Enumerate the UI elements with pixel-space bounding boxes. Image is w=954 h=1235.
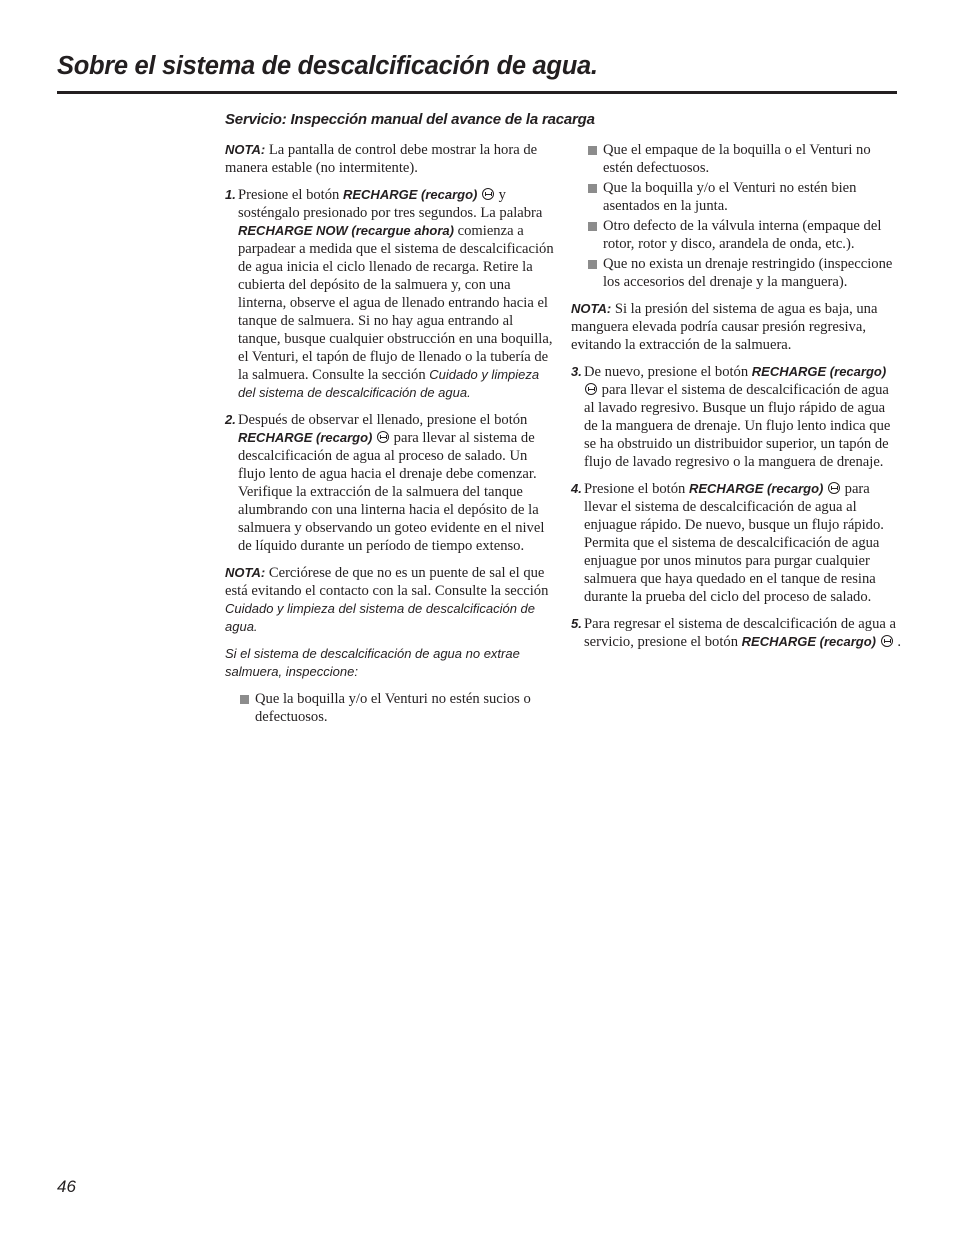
note-3	[571, 300, 901, 354]
step-2	[225, 411, 555, 555]
step-number: 1.	[225, 187, 236, 202]
step-number: 4.	[571, 481, 582, 496]
step-3	[571, 363, 901, 471]
section-subtitle: Servicio: Inspección manual del avance de la racarga	[225, 111, 595, 128]
step-text: para llevar al sistema de descalcificación de agua al proceso de salado. Un flujo lento de agua hacia el drenaje debe comenzar. Verifique la extracción de la salmuera del tanque alumbrando con una linterna hacia el depósito de la salmuera y observando un goteo evidente en el nivel de líquido durante un período de tiempo extenso.	[238, 430, 545, 554]
recharge-button-icon	[585, 383, 597, 395]
recharge-button-label: RECHARGE (recargo)	[342, 187, 478, 202]
inspect-list	[225, 690, 555, 726]
step-text: Presione el botón	[238, 187, 343, 203]
section-reference: Cuidado y limpieza del sistema de descalcificación de agua.	[238, 367, 540, 400]
recharge-button-label: RECHARGE (recargo)	[741, 634, 877, 649]
recharge-now-label: RECHARGE NOW (recargue ahora)	[238, 223, 454, 238]
step-number: 3.	[571, 364, 582, 379]
note-2	[225, 564, 555, 636]
recharge-button-icon	[482, 188, 494, 200]
step-number: 2.	[225, 412, 236, 427]
left-column	[225, 141, 555, 728]
step-text: para llevar el sistema de descalcificación de agua al lavado regresivo. Busque un flujo rápido de agua de la manguera de drenaje. Un flujo lento indica que se ha obstruido un distribuidor superior, un tapón de flujo de lavado regresivo o la manguera de drenaje.	[584, 382, 891, 470]
note-label: NOTA:	[225, 565, 266, 580]
right-column	[571, 141, 901, 660]
step-text: y sosténgalo presionado por tres segundos. La palabra	[238, 187, 543, 221]
inspect-list-continued	[571, 141, 901, 291]
square-bullet-icon	[588, 222, 597, 231]
list-item	[587, 179, 901, 215]
step-5	[571, 615, 901, 651]
recharge-button-icon	[881, 635, 893, 647]
note-text: La pantalla de control debe mostrar la hora de manera estable (no intermitente).	[225, 142, 538, 176]
step-text: Para regresar el sistema de descalcificación de agua a servicio, presione el botón	[584, 616, 896, 650]
note-text: Si la presión del sistema de agua es baja, una manguera elevada podría causar presión regresiva, evitando la extracción de la salmuera.	[571, 301, 878, 353]
list-item	[587, 255, 901, 291]
page-title: Sobre el sistema de descalcificación de agua.	[57, 52, 598, 80]
step-4	[571, 480, 901, 606]
step-text: .	[893, 634, 901, 650]
list-item-text: Otro defecto de la válvula interna (empaque del rotor, rotor y disco, arandela de onda, etc.).	[603, 218, 882, 252]
recharge-button-label: RECHARGE (recargo)	[688, 481, 824, 496]
recharge-button-label: RECHARGE (recargo)	[238, 430, 373, 445]
section-reference: Cuidado y limpieza del sistema de descalcificación de agua.	[225, 601, 535, 634]
step-number: 5.	[571, 616, 582, 631]
step-1	[225, 186, 555, 402]
step-text: para llevar el sistema de descalcificación de agua al enjuague rápido. De nuevo, busque un flujo rápido. Permita que el sistema de descalcificación de agua enjuague por unos minutos para purgar cualquier salmuera que haya quedado en el tanque de resina durante la prueba del ciclo del proceso de salado.	[584, 481, 884, 605]
step-text: De nuevo, presione el botón	[584, 364, 752, 380]
note-text: Cerciórese de que no es un puente de sal el que está evitando el contacto con la sal. Consulte la sección	[225, 565, 549, 599]
page-number: 46	[57, 1177, 76, 1196]
list-item	[587, 141, 901, 177]
list-item	[239, 690, 555, 726]
step-text: comienza a parpadear a medida que el sistema de descalcificación de agua inicia el ciclo llenado de recarga. Retire la cubierta del depósito de la salmuera y, con una linterna, observe el agua de llenado entrando hacia el tanque de salmuera. Si no hay agua entrando al tanque, busque cualquier obstrucción en una boquilla, el Venturi, el tapón de flujo de llenado o la tubería de la salmuera. Consulte la sección	[238, 223, 554, 383]
list-item-text: Que la boquilla y/o el Venturi no estén sucios o defectuosos.	[255, 691, 531, 725]
recharge-button-label: RECHARGE (recargo)	[751, 364, 887, 379]
step-text: Después de observar el llenado, presione el botón	[238, 412, 528, 428]
square-bullet-icon	[588, 184, 597, 193]
title-rule	[57, 91, 897, 94]
square-bullet-icon	[588, 260, 597, 269]
list-item-text: Que el empaque de la boquilla o el Venturi no estén defectuosos.	[603, 142, 871, 176]
note-label: NOTA:	[571, 301, 612, 316]
inspect-heading: Si el sistema de descalcificación de agua no extrae salmuera, inspeccione:	[225, 646, 520, 679]
list-item	[587, 217, 901, 253]
list-item-text: Que la boquilla y/o el Venturi no estén bien asentados en la junta.	[603, 180, 857, 214]
square-bullet-icon	[588, 146, 597, 155]
note-label: NOTA:	[225, 142, 266, 157]
recharge-button-icon	[828, 482, 840, 494]
square-bullet-icon	[240, 695, 249, 704]
note-1	[225, 141, 555, 177]
list-item-text: Que no exista un drenaje restringido (inspeccione los accesorios del drenaje y la manguera).	[603, 256, 893, 290]
recharge-button-icon	[377, 431, 389, 443]
step-text: Presione el botón	[584, 481, 689, 497]
